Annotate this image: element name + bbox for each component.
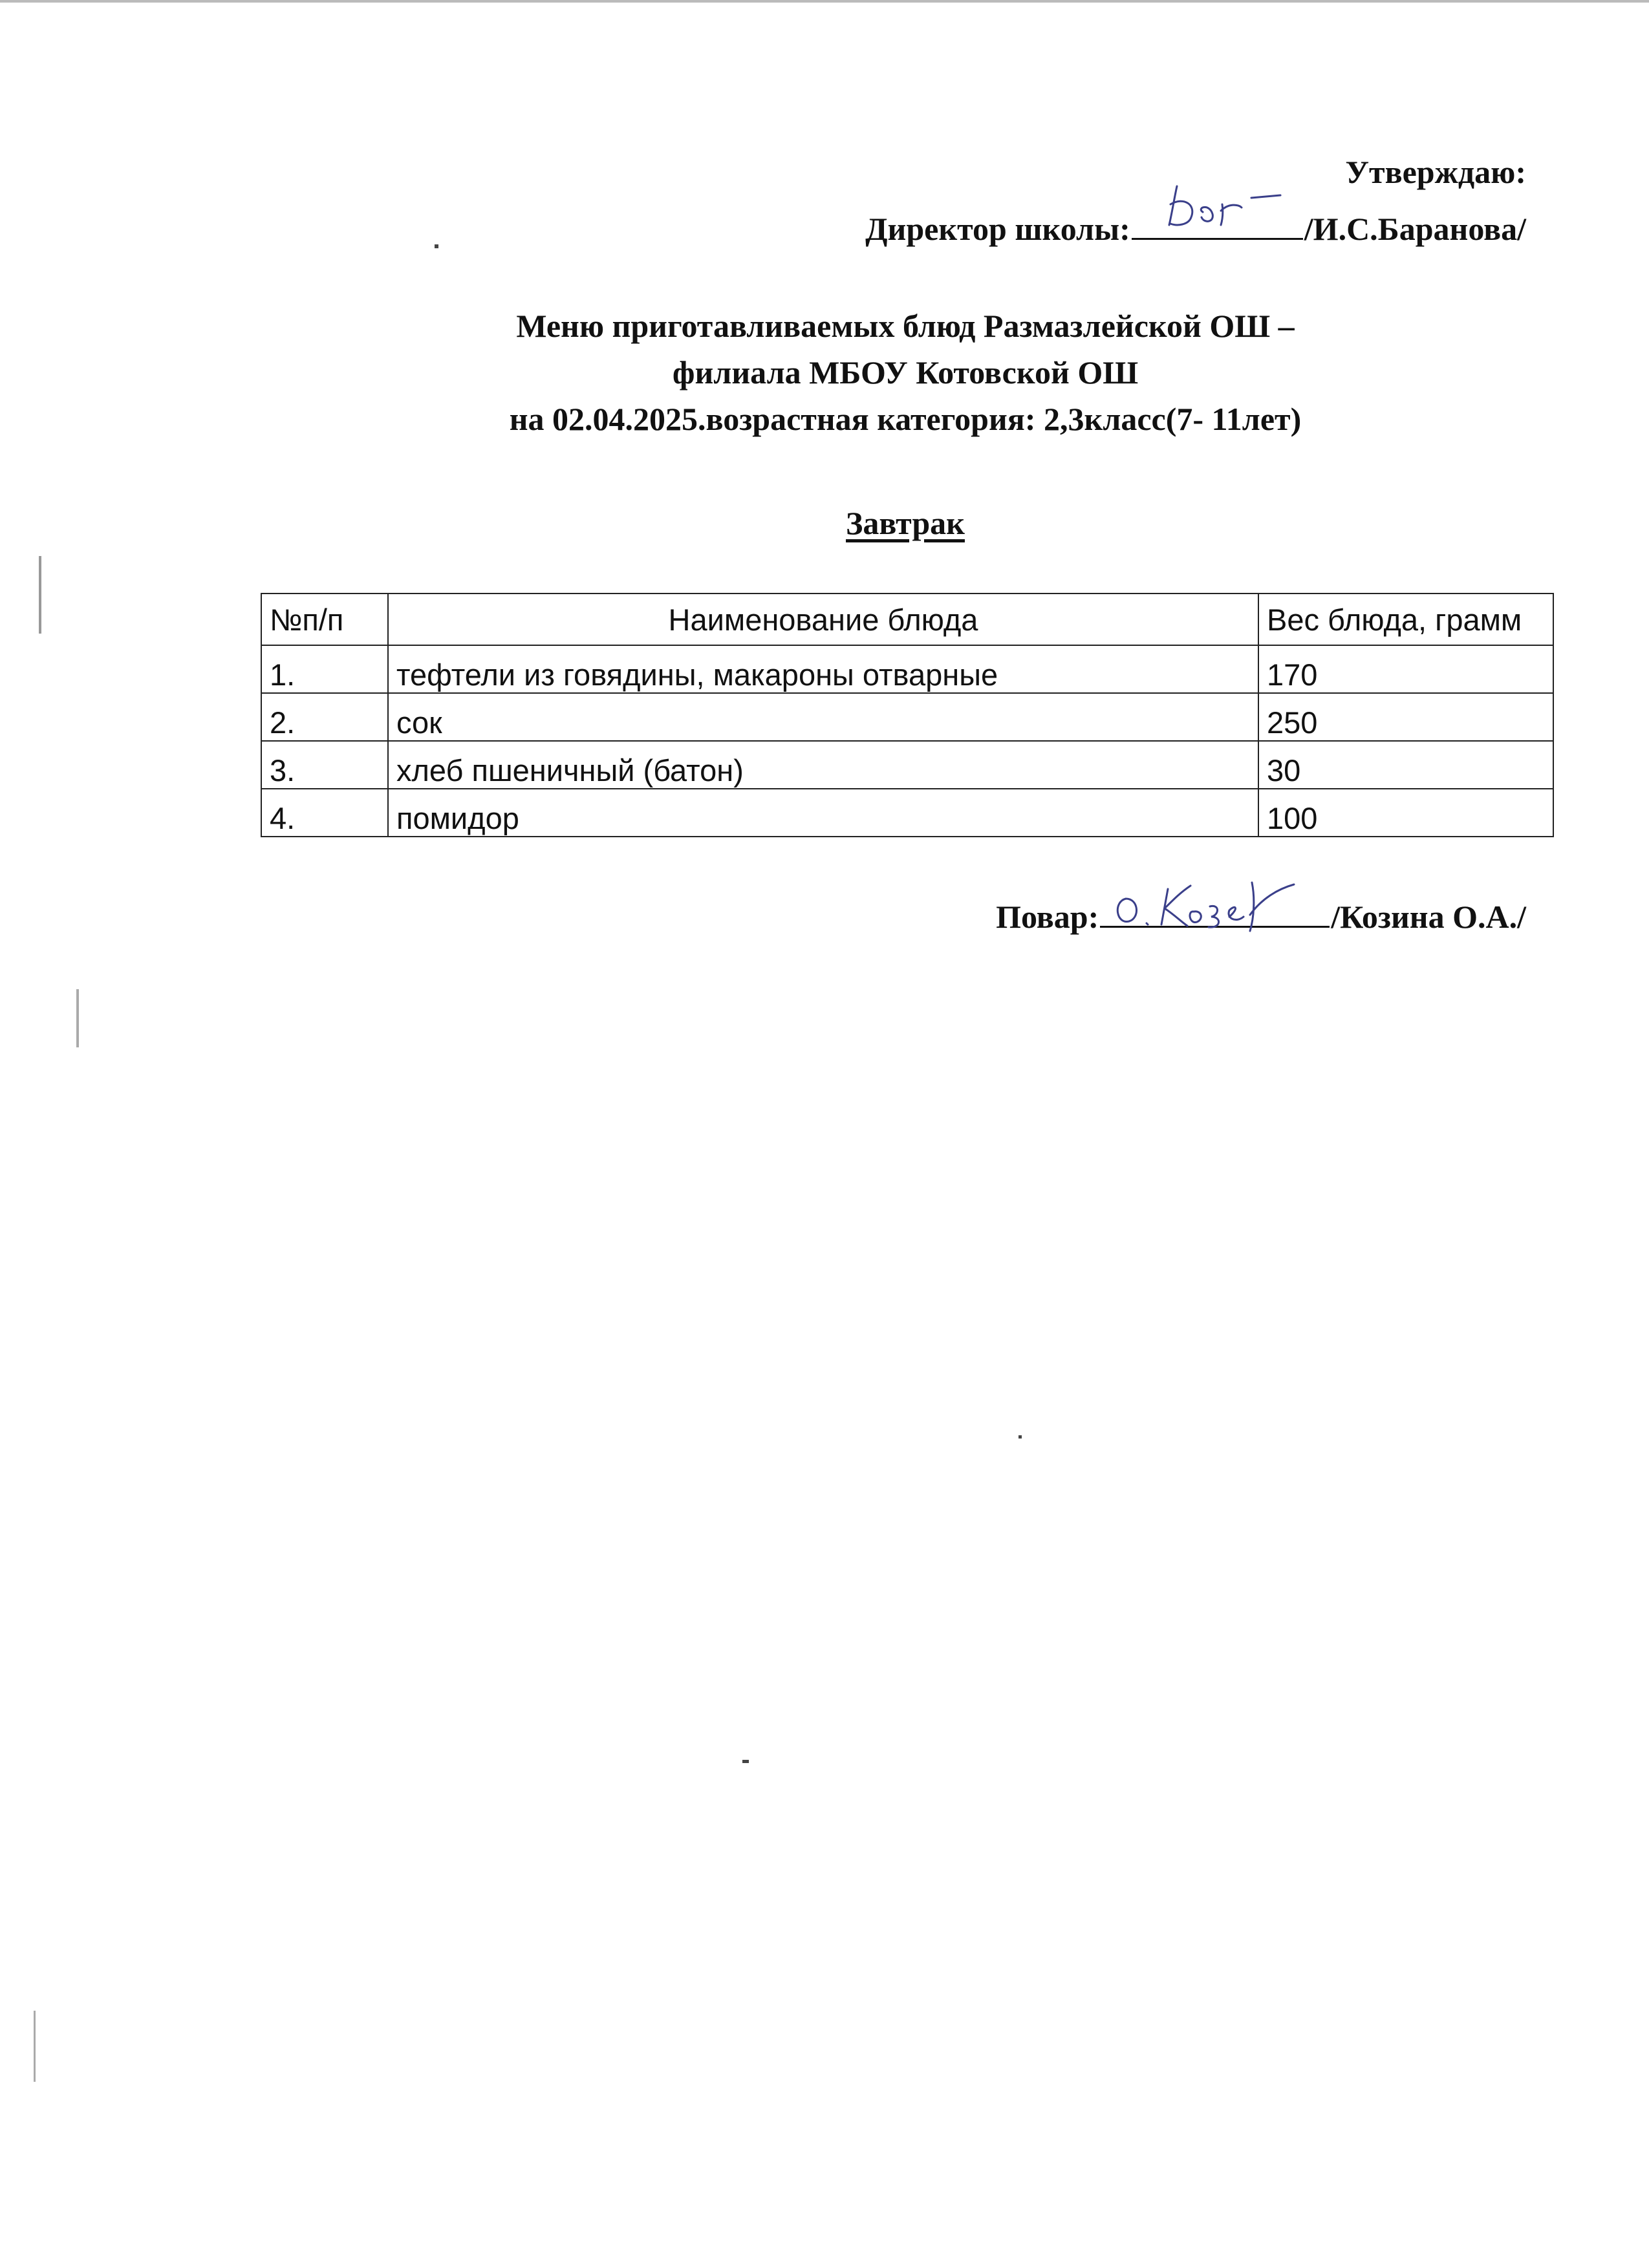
cook-signature-icon	[1100, 853, 1330, 937]
dish-name: хлеб пшеничный (батон)	[388, 741, 1258, 789]
scan-speck	[39, 556, 41, 634]
table-row	[261, 693, 1553, 741]
header-weight: Вес блюда, грамм	[1258, 594, 1553, 645]
header-dish-name: Наименование блюда	[388, 594, 1258, 645]
scan-speck	[0, 0, 1649, 3]
approve-label: Утверждаю:	[1345, 154, 1526, 190]
dish-name: сок	[388, 693, 1258, 741]
header-number: №п/п	[261, 594, 388, 645]
cook-label: Повар:	[996, 899, 1099, 935]
row-number: 1.	[261, 645, 388, 693]
approval-block	[865, 144, 1526, 257]
scan-speck	[435, 244, 438, 248]
row-number: 3.	[261, 741, 388, 789]
title-line-3: на 02.04.2025.возрастная категория: 2,3класс(7- 11лет)	[509, 401, 1302, 437]
scan-speck	[34, 2011, 36, 2082]
document-title	[0, 303, 1649, 442]
table-header-row	[261, 594, 1553, 645]
scan-speck	[1018, 1435, 1022, 1439]
scan-speck	[742, 1760, 749, 1763]
row-number: 4.	[261, 789, 388, 837]
director-line	[865, 200, 1526, 257]
dish-weight: 170	[1258, 645, 1553, 693]
title-line-1: Меню приготавливаемых блюд Размазлейской ОШ –	[516, 308, 1295, 344]
scan-speck	[76, 989, 79, 1047]
table-row	[261, 645, 1553, 693]
director-label: Директор школы:	[865, 211, 1130, 247]
table-row	[261, 789, 1553, 837]
director-signature-icon	[1132, 178, 1303, 243]
dish-weight: 250	[1258, 693, 1553, 741]
title-line-2: филиала МБОУ Котовской ОШ	[672, 354, 1139, 390]
director-name: /И.С.Баранова/	[1304, 211, 1526, 247]
table-row	[261, 741, 1553, 789]
row-number: 2.	[261, 693, 388, 741]
menu-table	[261, 593, 1554, 837]
dish-weight: 30	[1258, 741, 1553, 789]
meal-heading: Завтрак	[846, 505, 965, 541]
dish-name: помидор	[388, 789, 1258, 837]
cook-signature-blank	[1100, 892, 1330, 928]
dish-weight: 100	[1258, 789, 1553, 837]
dish-name: тефтели из говядины, макароны отварные	[388, 645, 1258, 693]
cook-name: /Козина О.А./	[1331, 899, 1526, 935]
director-signature-blank	[1132, 204, 1303, 240]
cook-line	[996, 892, 1526, 936]
